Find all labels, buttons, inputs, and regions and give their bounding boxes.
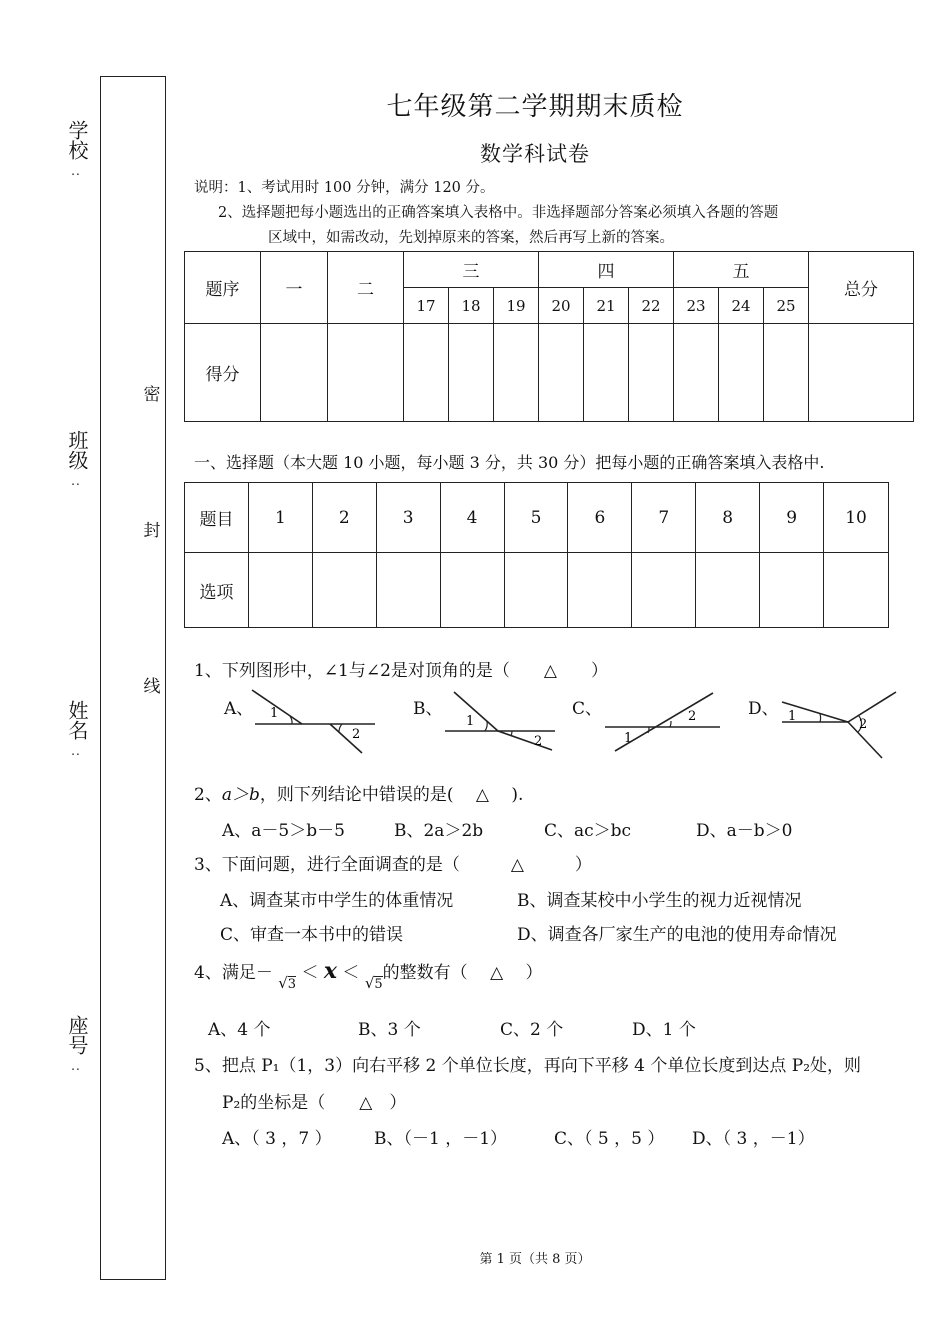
q1-option-c: C、	[572, 699, 603, 719]
seat-dots: ..	[71, 1059, 81, 1073]
answer-row2-label: 选项	[185, 553, 249, 628]
q1b-label-1: 1	[466, 714, 475, 729]
score-cell[interactable]	[719, 324, 764, 422]
score-cell[interactable]	[494, 324, 539, 422]
score-row-label: 得分	[185, 324, 261, 422]
q3-stem: 3、下面问题，进行全面调查的是（ △ ）	[194, 855, 592, 875]
score-total-label: 总分	[809, 252, 914, 324]
q5-stem-line1: 5、把点 P₁（1，3）向右平移 2 个单位长度，再向下平移 4 个单位长度到达点 P₂处，则	[194, 1056, 862, 1076]
score-num-20: 20	[539, 288, 584, 324]
score-cell[interactable]	[449, 324, 494, 422]
q1a-label-1: 1	[270, 706, 279, 721]
q1c-label-2: 2	[688, 709, 697, 724]
instruction-line-3: 区域中，如需改动，先划掉原来的答案，然后再写上新的答案。	[268, 230, 674, 246]
answer-cell[interactable]	[504, 553, 568, 628]
answer-num-7: 7	[632, 483, 696, 553]
score-cell[interactable]	[328, 324, 404, 422]
q4-option-c: C、2 个	[500, 1020, 564, 1040]
class-text: 班级	[65, 430, 89, 470]
answer-cell[interactable]	[248, 553, 312, 628]
score-cell[interactable]	[584, 324, 629, 422]
q3-option-c: C、审查一本书中的错误	[220, 925, 404, 945]
q4-stem-post: 的整数有（ △ ）	[382, 963, 543, 983]
q4-stem-pre: 4、满足－	[194, 963, 273, 983]
answer-num-4: 4	[440, 483, 504, 553]
score-cell[interactable]	[261, 324, 328, 422]
score-cell[interactable]	[809, 324, 914, 422]
answer-num-10: 10	[824, 483, 889, 553]
q4-option-b: B、3 个	[358, 1020, 421, 1040]
score-num-23: 23	[674, 288, 719, 324]
q5-stem-line2: P₂的坐标是（ △ ）	[222, 1093, 407, 1113]
answer-cell[interactable]	[568, 553, 632, 628]
q1-option-a: A、	[224, 699, 254, 719]
score-table	[184, 251, 914, 422]
q2-option-c: C、ac＞bc	[544, 821, 632, 841]
q4-option-a: A、4 个	[208, 1020, 271, 1040]
answer-num-8: 8	[696, 483, 760, 553]
q4-stem	[194, 958, 543, 992]
school-dots: ..	[71, 164, 81, 178]
q1d-label-2: 2	[859, 717, 868, 732]
seal-mi: 密	[143, 385, 161, 405]
score-section-5: 五	[674, 252, 809, 288]
q2-option-d: D、a－b＞0	[696, 821, 793, 841]
q1-option-d: D、	[748, 699, 779, 719]
q1-option-b: B、	[413, 699, 443, 719]
answer-cell[interactable]	[440, 553, 504, 628]
q2-stem-pre: 2、	[194, 785, 222, 805]
score-num-18: 18	[449, 288, 494, 324]
answer-num-9: 9	[760, 483, 824, 553]
answer-num-2: 2	[312, 483, 376, 553]
score-section-1: 一	[261, 252, 328, 324]
q1d-label-1: 1	[788, 709, 797, 724]
answer-cell[interactable]	[632, 553, 696, 628]
score-cell[interactable]	[764, 324, 809, 422]
score-num-25: 25	[764, 288, 809, 324]
page-title: 七年级第二学期期末质检	[386, 92, 684, 122]
seat-label	[64, 1015, 88, 1071]
answer-cell[interactable]	[376, 553, 440, 628]
q3-option-d: D、调查各厂家生产的电池的使用寿命情况	[517, 925, 837, 945]
q5-option-c: C、（ 5 ，5 ）	[554, 1129, 665, 1149]
name-text: 姓名	[65, 700, 89, 740]
score-cell[interactable]	[674, 324, 719, 422]
answer-cell[interactable]	[824, 553, 889, 628]
answer-cell[interactable]	[760, 553, 824, 628]
section1-heading: 一、选择题（本大题 10 小题，每小题 3 分，共 30 分）把每小题的正确答案填入表格中.	[194, 453, 825, 472]
q2-stem-post: ，则下列结论中错误的是( △ ).	[259, 785, 524, 805]
q4-lt-2: ＜	[342, 963, 360, 983]
score-cell[interactable]	[539, 324, 584, 422]
score-cell[interactable]	[629, 324, 674, 422]
seal-xian: 线	[143, 677, 161, 697]
q1-figure-a	[250, 685, 380, 755]
name-dots: ..	[71, 744, 81, 758]
q1a-label-2: 2	[352, 727, 361, 742]
q1-figure-c	[600, 688, 725, 758]
q1-figure-d	[778, 688, 903, 763]
instruction-line-2: 2、选择题把每小题选出的正确答案填入表格中。非选择题部分答案必须填入各题的答题	[218, 205, 779, 221]
q4-root-a-value: 3	[287, 977, 297, 992]
instruction-line-1: 说明：1、考试用时 100 分钟，满分 120 分。	[194, 180, 495, 196]
q5-option-a: A、（ 3 ，7 ）	[222, 1129, 332, 1149]
q2-option-a: A、a－5＞b－5	[222, 821, 345, 841]
q1-figure-b	[440, 688, 560, 760]
score-section-2: 二	[328, 252, 404, 324]
page-footer: 第 1 页（共 8 页）	[479, 1252, 591, 1267]
seal-feng: 封	[143, 521, 161, 541]
score-num-22: 22	[629, 288, 674, 324]
name-label	[64, 700, 88, 756]
class-label	[64, 430, 88, 486]
score-num-19: 19	[494, 288, 539, 324]
q1c-label-1: 1	[624, 731, 633, 746]
q3-option-a: A、调查某市中学生的体重情况	[220, 891, 454, 911]
answer-num-5: 5	[504, 483, 568, 553]
answer-num-3: 3	[376, 483, 440, 553]
q1b-label-2: 2	[534, 734, 543, 749]
score-num-17: 17	[404, 288, 449, 324]
answer-table	[184, 482, 889, 628]
q4-root-b-value: 5	[374, 977, 383, 992]
q2-stem	[194, 780, 523, 805]
answer-num-1: 1	[248, 483, 312, 553]
school-text: 学校	[65, 120, 89, 160]
answer-num-6: 6	[568, 483, 632, 553]
score-order-label: 题序	[185, 252, 261, 324]
page-subtitle: 数学科试卷	[480, 142, 590, 166]
q2-stem-math: a＞b	[221, 785, 260, 805]
q4-root-a: √3	[278, 974, 297, 992]
score-cell[interactable]	[404, 324, 449, 422]
score-num-24: 24	[719, 288, 764, 324]
q5-option-d: D、（ 3 ，－1）	[692, 1129, 815, 1149]
q4-root-b: √5	[364, 974, 383, 992]
answer-cell[interactable]	[312, 553, 376, 628]
q2-option-b: B、2a＞2b	[394, 821, 484, 841]
q3-option-b: B、调查某校中小学生的视力近视情况	[517, 891, 802, 911]
q4-var: x	[323, 958, 338, 984]
q5-option-b: B、（－1 ，－1）	[374, 1129, 508, 1149]
q1-stem: 1、下列图形中，∠1与∠2是对顶角的是（ △ ）	[194, 661, 609, 681]
score-num-21: 21	[584, 288, 629, 324]
answer-row1-label: 题目	[185, 483, 249, 553]
score-section-4: 四	[539, 252, 674, 288]
seat-text: 座号	[65, 1015, 89, 1055]
class-dots: ..	[71, 474, 81, 488]
q4-option-d: D、1 个	[632, 1020, 696, 1040]
q4-lt-1: ＜	[301, 963, 319, 983]
answer-cell[interactable]	[696, 553, 760, 628]
score-section-3: 三	[404, 252, 539, 288]
